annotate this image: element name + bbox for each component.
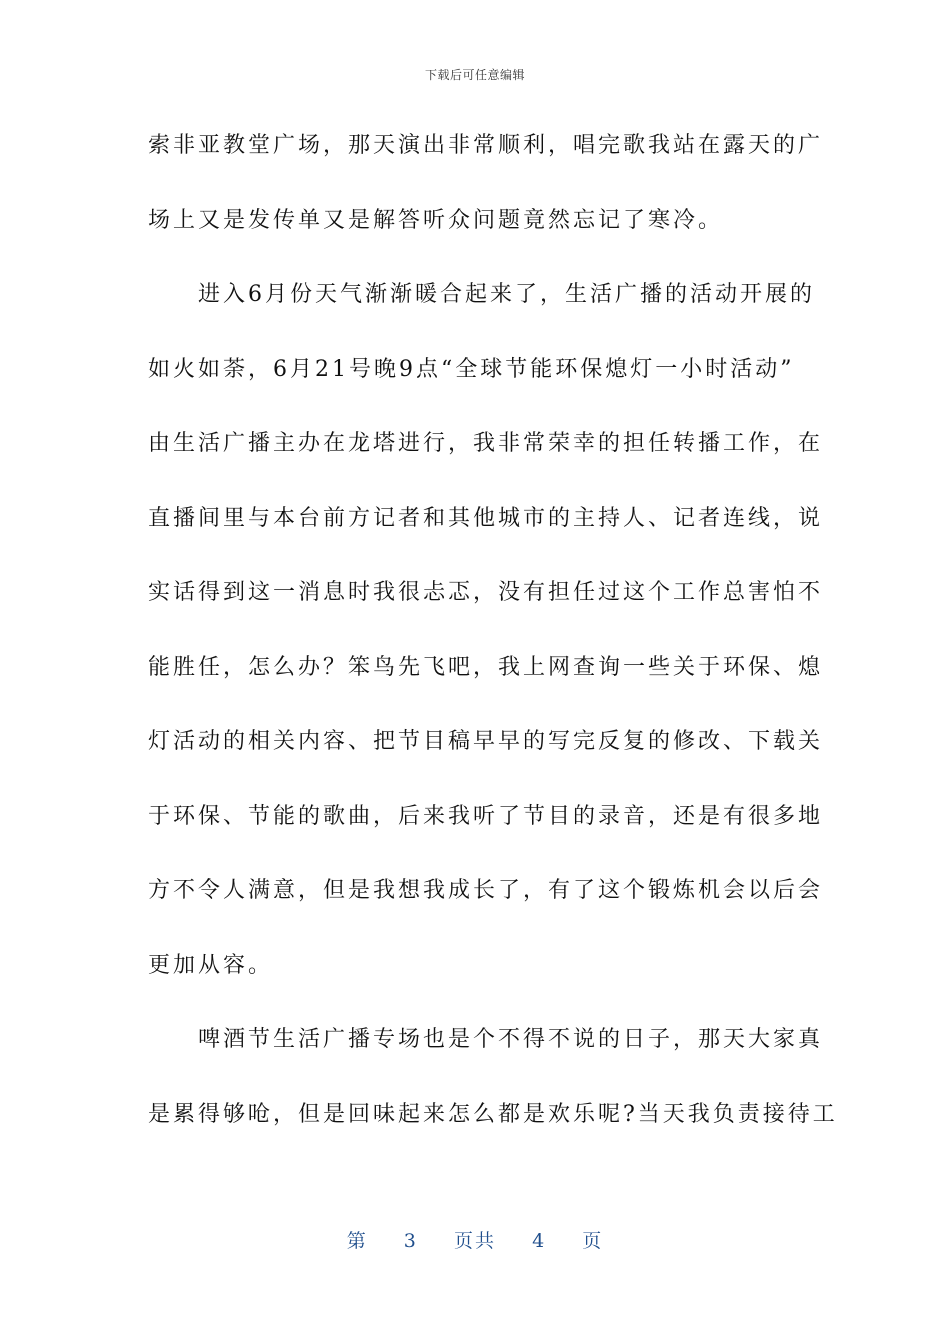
text-line: 能胜任，怎么办？笨鸟先飞吧，我上网查询一些关于环保、熄 (148, 654, 824, 680)
text-line: 实话得到这一消息时我很忐忑，没有担任过这个工作总害怕不 (148, 580, 824, 605)
text-line: 于环保、节能的歌曲，后来我听了节目的录音，还是有很多地 (148, 803, 824, 829)
text-line: 方不令人满意，但是我想我成长了，有了这个锻炼机会以后会 (148, 878, 824, 903)
text-line: 由生活广播主办在龙塔进行，我非常荣幸的担任转播工作，在 (148, 431, 824, 456)
footer-total-pages: 4 (532, 1230, 547, 1252)
text-line: 场上又是发传单又是解答听众问题竟然忘记了寒冷。 (148, 207, 724, 233)
text-line: 灯活动的相关内容、把节目稿早早的写完反复的修改、下载关 (148, 729, 824, 754)
text-line: 如火如荼，6月21号晚9点“全球节能环保熄灯一小时活动” (148, 356, 795, 382)
text-line: 啤酒节生活广播专场也是个不得不说的日子，那天大家真 (148, 1027, 824, 1052)
text-line: 进入6月份天气渐渐暖合起来了，生活广播的活动开展的 (148, 282, 815, 307)
footer-prefix: 第 (346, 1230, 368, 1252)
page-footer (0, 1226, 950, 1253)
page-header: 下载后可任意编辑 (424, 68, 525, 82)
footer-middle: 页共 (453, 1230, 496, 1252)
text-line: 索非亚教堂广场，那天演出非常顺利，唱完歌我站在露天的广 (148, 133, 824, 158)
footer-suffix: 页 (582, 1230, 604, 1252)
text-line: 更加从容。 (148, 952, 274, 978)
footer-page-number: 3 (403, 1230, 418, 1252)
text-line: 是累得够呛，但是回味起来怎么都是欢乐呢?当天我负责接待工 (148, 1101, 838, 1127)
text-line: 直播间里与本台前方记者和其他城市的主持人、记者连线，说 (148, 505, 824, 531)
document-body (148, 124, 838, 1167)
